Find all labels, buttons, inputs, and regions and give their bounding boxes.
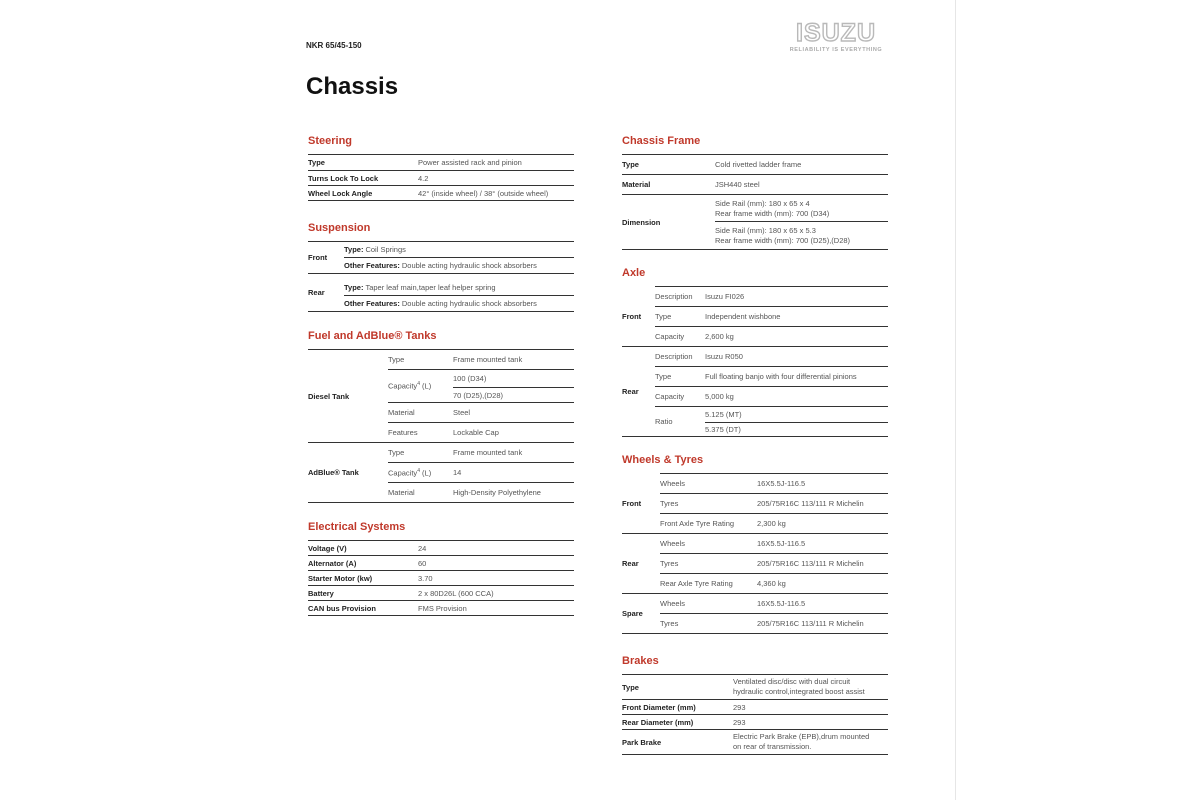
row-label: Diesel Tank bbox=[308, 350, 388, 443]
table-row bbox=[622, 307, 888, 327]
row-value: Isuzu FI026 bbox=[705, 287, 888, 307]
wheels-section bbox=[622, 453, 888, 634]
table-row bbox=[622, 195, 888, 222]
row-label: Material bbox=[622, 175, 715, 195]
sub-label: Tyres bbox=[660, 554, 757, 574]
row-value: Steel bbox=[453, 403, 574, 423]
table-row bbox=[622, 494, 888, 514]
sub-label: Type bbox=[388, 443, 453, 463]
brakes-title: Brakes bbox=[622, 655, 659, 667]
value-text: Taper leaf main,taper leaf helper spring bbox=[365, 283, 496, 292]
row-label: Front bbox=[308, 242, 344, 274]
table-row bbox=[622, 175, 888, 195]
logo-wordmark: ISUZU bbox=[796, 19, 876, 47]
table-row bbox=[622, 554, 888, 574]
row-label: Starter Motor (kw) bbox=[308, 571, 418, 586]
row-value: 5.125 (MT) bbox=[705, 407, 888, 423]
row-label: Wheel Lock Angle bbox=[308, 186, 418, 201]
row-value: 205/75R16C 113/111 R Michelin bbox=[757, 614, 888, 634]
row-label: CAN bus Provision bbox=[308, 601, 418, 616]
value-line: on rear of transmission. bbox=[733, 742, 812, 751]
dimension-d25 bbox=[715, 222, 888, 250]
row-label: Front bbox=[622, 287, 655, 347]
suspension-title: Suspension bbox=[308, 222, 371, 234]
table-row bbox=[308, 242, 574, 258]
suspension-rear-other bbox=[344, 296, 574, 312]
electrical-section bbox=[308, 520, 574, 616]
chassis-frame-section bbox=[622, 134, 888, 250]
sub-label: Front Axle Tyre Rating bbox=[660, 514, 757, 534]
right-column bbox=[622, 134, 888, 755]
brakes-section bbox=[622, 654, 888, 755]
isuzu-logo bbox=[786, 20, 886, 53]
fuel-section bbox=[308, 329, 574, 503]
value-text: Double acting hydraulic shock absorbers bbox=[401, 261, 537, 270]
row-label: Front bbox=[622, 474, 660, 534]
table-row bbox=[622, 675, 888, 700]
table-row bbox=[308, 350, 574, 370]
table-row bbox=[622, 155, 888, 175]
sub-label: Capacity bbox=[655, 327, 705, 347]
row-value: 14 bbox=[453, 463, 574, 483]
page-title: Chassis bbox=[306, 73, 399, 100]
row-label: Turns Lock To Lock bbox=[308, 171, 418, 186]
sub-label: Description bbox=[655, 347, 705, 367]
electrical-title: Electrical Systems bbox=[308, 521, 406, 533]
key-label: Other Features: bbox=[344, 299, 400, 308]
table-row bbox=[622, 347, 888, 367]
sub-label: Material bbox=[388, 483, 453, 503]
sub-label: Rear Axle Tyre Rating bbox=[660, 574, 757, 594]
sub-label: Tyres bbox=[660, 494, 757, 514]
row-value: Frame mounted tank bbox=[453, 443, 574, 463]
table-row bbox=[308, 443, 574, 463]
table-row bbox=[622, 700, 888, 715]
key-label: Other Features: bbox=[344, 261, 400, 270]
table-row bbox=[622, 367, 888, 387]
row-label: Rear bbox=[308, 274, 344, 312]
sub-label: Features bbox=[388, 423, 453, 443]
row-value: 205/75R16C 113/111 R Michelin bbox=[757, 554, 888, 574]
brakes-park-value bbox=[733, 730, 888, 755]
sub-label: Tyres bbox=[660, 614, 757, 634]
row-value: 293 bbox=[733, 715, 888, 730]
axle-section bbox=[622, 266, 888, 437]
row-value: Independent wishbone bbox=[705, 307, 888, 327]
key-label: Type: bbox=[344, 245, 364, 254]
table-row bbox=[622, 407, 888, 423]
row-value: 2,600 kg bbox=[705, 327, 888, 347]
value-line: Ventilated disc/disc with dual circuit bbox=[733, 677, 851, 686]
steering-table bbox=[308, 154, 574, 201]
table-row bbox=[622, 514, 888, 534]
table-row bbox=[622, 730, 888, 755]
table-row bbox=[308, 601, 574, 616]
sub-label: Description bbox=[655, 287, 705, 307]
table-row bbox=[308, 186, 574, 201]
suspension-front-other bbox=[344, 258, 574, 274]
sub-label: Type bbox=[388, 350, 453, 370]
row-label: AdBlue® Tank bbox=[308, 443, 388, 503]
axle-table bbox=[622, 286, 888, 437]
table-row bbox=[308, 258, 574, 274]
row-value: 293 bbox=[733, 700, 888, 715]
row-value: Frame mounted tank bbox=[453, 350, 574, 370]
table-row bbox=[622, 327, 888, 347]
cap-key: Capacity bbox=[388, 381, 418, 391]
capacity-label bbox=[388, 370, 453, 403]
row-value: 5.375 (DT) bbox=[705, 423, 888, 437]
row-value: 60 bbox=[418, 556, 574, 571]
table-row bbox=[622, 387, 888, 407]
sub-label: Wheels bbox=[660, 474, 757, 494]
key-label: Type: bbox=[344, 283, 364, 292]
steering-section bbox=[308, 134, 574, 201]
row-label: Park Brake bbox=[622, 730, 733, 755]
row-value: 5,000 kg bbox=[705, 387, 888, 407]
row-label: Type bbox=[308, 155, 418, 171]
fuel-title: Fuel and AdBlue® Tanks bbox=[308, 330, 437, 342]
wheels-title: Wheels & Tyres bbox=[622, 454, 704, 466]
row-value: 2,300 kg bbox=[757, 514, 888, 534]
table-row bbox=[308, 556, 574, 571]
cap-unit: (L) bbox=[419, 381, 432, 391]
row-value: 16X5.5J-116.5 bbox=[757, 474, 888, 494]
table-row bbox=[308, 274, 574, 296]
capacity-label bbox=[388, 463, 453, 483]
left-column bbox=[308, 134, 574, 616]
wheels-table bbox=[622, 473, 888, 634]
table-row bbox=[622, 594, 888, 614]
value-line: Side Rail (mm): 180 x 65 x 4 bbox=[715, 199, 810, 208]
value-line: Rear frame width (mm): 700 (D25),(D28) bbox=[715, 236, 851, 245]
suspension-front-type bbox=[344, 242, 574, 258]
table-row bbox=[622, 715, 888, 730]
row-value: 42° (inside wheel) / 38° (outside wheel) bbox=[418, 186, 574, 201]
row-value: Isuzu R050 bbox=[705, 347, 888, 367]
row-value: JSH440 steel bbox=[715, 175, 888, 195]
value-line: Side Rail (mm): 180 x 65 x 5.3 bbox=[715, 226, 816, 235]
row-value: 16X5.5J-116.5 bbox=[757, 594, 888, 614]
cap-note: 4 bbox=[417, 381, 420, 388]
row-value: 2 x 80D26L (600 CCA) bbox=[418, 586, 574, 601]
electrical-table bbox=[308, 540, 574, 616]
row-value: High-Density Polyethylene bbox=[453, 483, 574, 503]
value-line: Rear frame width (mm): 700 (D34) bbox=[715, 209, 830, 218]
chassis-frame-table bbox=[622, 154, 888, 250]
row-value: Cold rivetted ladder frame bbox=[715, 155, 888, 175]
table-row bbox=[308, 586, 574, 601]
value-line: hydraulic control,integrated boost assist bbox=[733, 687, 865, 696]
row-label: Rear bbox=[622, 534, 660, 594]
sub-label: Type bbox=[655, 367, 705, 387]
suspension-table bbox=[308, 241, 574, 312]
row-value: 4,360 kg bbox=[757, 574, 888, 594]
table-row bbox=[308, 296, 574, 312]
cap-note: 4 bbox=[417, 467, 420, 474]
cap-unit: (L) bbox=[419, 468, 432, 478]
row-value: 70 (D25),(D28) bbox=[453, 388, 574, 403]
row-value: 24 bbox=[418, 541, 574, 556]
row-label: Type bbox=[622, 675, 733, 700]
sub-label: Type bbox=[655, 307, 705, 327]
value-text: Coil Springs bbox=[365, 245, 406, 254]
axle-title: Axle bbox=[622, 267, 646, 279]
brakes-table bbox=[622, 674, 888, 755]
table-row bbox=[622, 574, 888, 594]
sub-label: Capacity bbox=[655, 387, 705, 407]
chassis-frame-title: Chassis Frame bbox=[622, 135, 701, 147]
row-label: Rear Diameter (mm) bbox=[622, 715, 733, 730]
logo-tagline: RELIABILITY IS EVERYTHING bbox=[789, 47, 883, 53]
table-row bbox=[622, 287, 888, 307]
row-label: Rear bbox=[622, 347, 655, 437]
row-value: Lockable Cap bbox=[453, 423, 574, 443]
row-label: Dimension bbox=[622, 195, 715, 250]
row-label: Spare bbox=[622, 594, 660, 634]
suspension-section bbox=[308, 221, 574, 312]
row-value: 3.70 bbox=[418, 571, 574, 586]
row-label: Front Diameter (mm) bbox=[622, 700, 733, 715]
table-row bbox=[308, 571, 574, 586]
row-value: FMS Provision bbox=[418, 601, 574, 616]
table-row bbox=[308, 541, 574, 556]
row-value: 100 (D34) bbox=[453, 370, 574, 388]
sub-label: Ratio bbox=[655, 407, 705, 437]
brakes-type-value bbox=[733, 675, 888, 700]
row-value: 16X5.5J-116.5 bbox=[757, 534, 888, 554]
sub-label: Material bbox=[388, 403, 453, 423]
model-code: NKR 65/45-150 bbox=[306, 41, 362, 50]
row-label: Voltage (V) bbox=[308, 541, 418, 556]
value-text: Double acting hydraulic shock absorbers bbox=[401, 299, 537, 308]
table-row bbox=[622, 534, 888, 554]
value-line: Electric Park Brake (EPB),drum mounted bbox=[733, 732, 870, 741]
table-row bbox=[622, 614, 888, 634]
cap-key: Capacity bbox=[388, 468, 418, 478]
row-label: Alternator (A) bbox=[308, 556, 418, 571]
row-label: Battery bbox=[308, 586, 418, 601]
dimension-d34 bbox=[715, 195, 888, 222]
table-row bbox=[308, 171, 574, 186]
table-row bbox=[622, 474, 888, 494]
fuel-table bbox=[308, 349, 574, 503]
row-value: Full floating banjo with four differential pinions bbox=[705, 367, 888, 387]
page-edge-divider bbox=[955, 0, 956, 800]
row-value: Power assisted rack and pinion bbox=[418, 155, 574, 171]
steering-title: Steering bbox=[308, 135, 353, 147]
row-value: 205/75R16C 113/111 R Michelin bbox=[757, 494, 888, 514]
table-row bbox=[308, 155, 574, 171]
sub-label: Wheels bbox=[660, 594, 757, 614]
suspension-rear-type bbox=[344, 274, 574, 296]
row-value: 4.2 bbox=[418, 171, 574, 186]
sub-label: Wheels bbox=[660, 534, 757, 554]
row-label: Type bbox=[622, 155, 715, 175]
